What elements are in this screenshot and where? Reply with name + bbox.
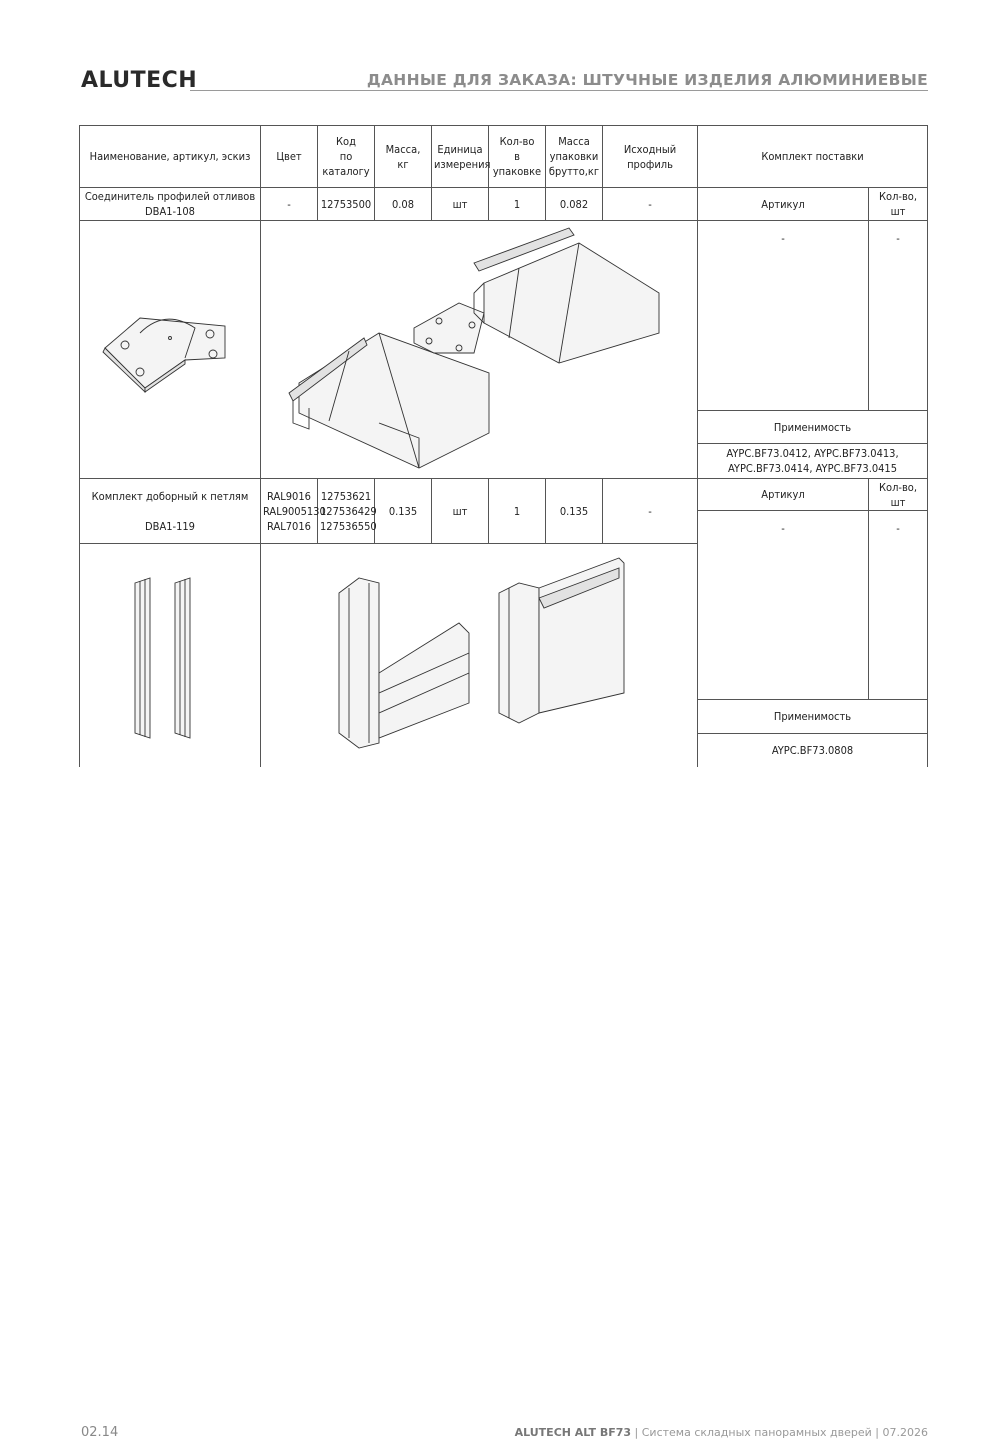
hinge-assembly-drawing — [319, 553, 639, 753]
page-title: ДАННЫЕ ДЛЯ ЗАКАЗА: ШТУЧНЫЕ ИЗДЕЛИЯ АЛЮМИНИЕВЫЕ — [366, 71, 928, 89]
applicability-label: Применимость — [698, 700, 928, 734]
header-qty: Кол-во в упаковке — [489, 126, 546, 188]
kit-qty-label: Кол-во, шт — [869, 479, 928, 511]
item-qty: 1 — [489, 479, 546, 544]
kit-qty: - — [869, 511, 928, 700]
header-rule — [190, 90, 928, 91]
item-name: Соединитель профилей отливов DBA1-108 — [80, 188, 261, 221]
page-number: 02.14 — [81, 1425, 119, 1440]
item-color: - — [261, 188, 318, 221]
table-row — [80, 188, 928, 221]
item-qty: 1 — [489, 188, 546, 221]
table-row — [80, 221, 928, 411]
item-profile: - — [603, 188, 698, 221]
header-name: Наименование, артикул, эскиз — [80, 126, 261, 188]
sketch-cell — [80, 221, 261, 479]
header-kit: Комплект поставки — [698, 126, 928, 188]
item-code: 12753621 127536429 127536550 — [318, 479, 375, 544]
kit-article-label: Артикул — [698, 479, 869, 511]
item-mass: 0.135 — [375, 479, 432, 544]
footer-product: ALUTECH ALT BF73 — [514, 1426, 632, 1439]
assembly-drawing — [269, 223, 689, 473]
item-unit: шт — [432, 479, 489, 544]
item-name: Комплект доборный к петлям DBA1-119 — [80, 479, 261, 544]
applicability-value: AYPC.BF73.0412, AYPC.BF73.0413, AYPC.BF73.0414, AYPC.BF73.0415 — [698, 444, 928, 479]
order-table — [79, 125, 928, 767]
header-color: Цвет — [261, 126, 318, 188]
item-code: 12753500 — [318, 188, 375, 221]
kit-article: - — [698, 221, 869, 411]
applicability-value: AYPC.BF73.0808 — [698, 734, 928, 767]
header-unit: Единица измерения — [432, 126, 489, 188]
header-code: Код по каталогу — [318, 126, 375, 188]
hinge-kit-sketch — [110, 563, 230, 743]
kit-qty-label: Кол-во, шт — [869, 188, 928, 221]
item-mass: 0.08 — [375, 188, 432, 221]
connector-sketch — [85, 288, 255, 408]
table-row — [80, 479, 928, 511]
footer-details: | Система складных панорамных дверей | 07.2026 — [631, 1426, 928, 1439]
item-gross: 0.135 — [546, 479, 603, 544]
header-row — [80, 126, 928, 188]
kit-article: - — [698, 511, 869, 700]
assembly-drawing-cell — [261, 544, 698, 767]
header-source-profile: Исходный профиль — [603, 126, 698, 188]
assembly-drawing-cell — [261, 221, 698, 479]
item-profile: - — [603, 479, 698, 544]
sketch-cell — [80, 544, 261, 767]
brand-logo: ALUTECH — [81, 68, 198, 93]
footer-info — [515, 1426, 928, 1439]
kit-qty: - — [869, 221, 928, 411]
header-gross-mass: Масса упаковки брутто,кг — [546, 126, 603, 188]
applicability-label: Применимость — [698, 411, 928, 444]
kit-article-label: Артикул — [698, 188, 869, 221]
item-gross: 0.082 — [546, 188, 603, 221]
item-color: RAL9016 RAL9005130 RAL7016 — [261, 479, 318, 544]
header-mass: Масса, кг — [375, 126, 432, 188]
item-unit: шт — [432, 188, 489, 221]
